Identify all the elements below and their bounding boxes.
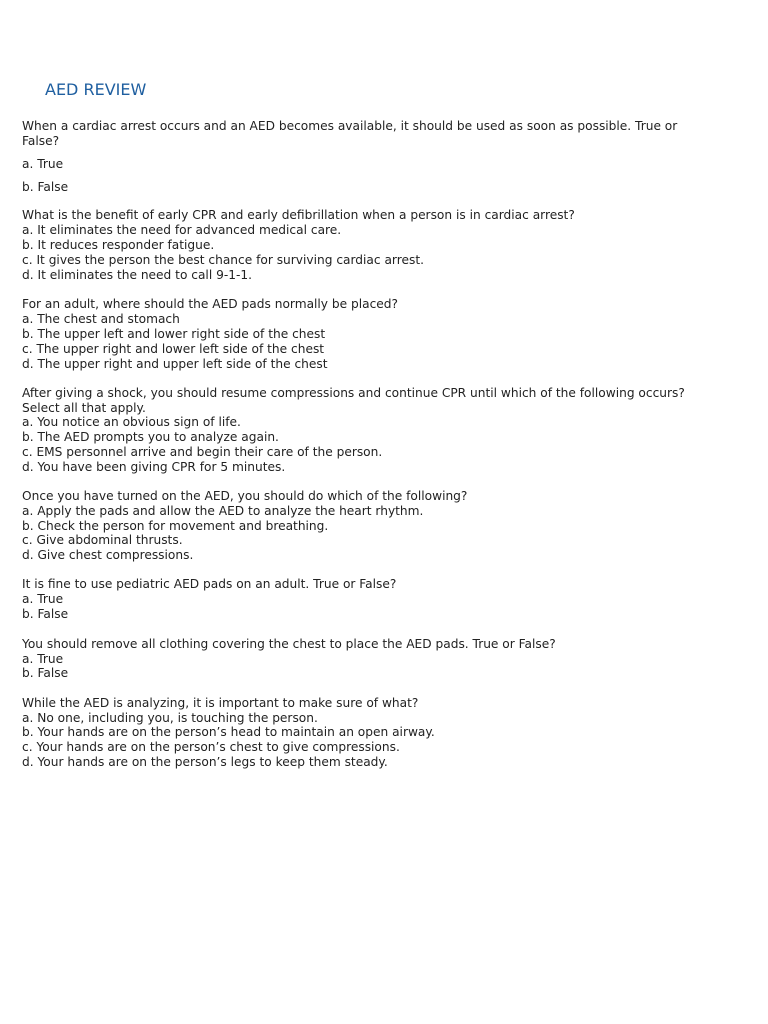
- question-4-option: c. EMS personnel arrive and begin their care of the person.: [22, 445, 383, 459]
- question-3-option: a. The chest and stomach: [22, 312, 180, 326]
- question-8-option: c. Your hands are on the person’s chest to give compressions.: [22, 740, 400, 754]
- question-5-option: d. Give chest compressions.: [22, 548, 194, 562]
- question-2-option: b. It reduces responder fatigue.: [22, 238, 215, 252]
- page-title: AED REVIEW: [45, 80, 147, 99]
- question-7-option: b. False: [22, 666, 69, 680]
- question-3-option: d. The upper right and upper left side of the chest: [22, 357, 328, 371]
- question-5-text: Once you have turned on the AED, you should do which of the following?: [22, 489, 468, 503]
- question-4-option: b. The AED prompts you to analyze again.: [22, 430, 279, 444]
- question-8-text: While the AED is analyzing, it is important to make sure of what?: [22, 696, 419, 710]
- question-2-option: a. It eliminates the need for advanced medical care.: [22, 223, 342, 237]
- question-4-text: After giving a shock, you should resume compressions and continue CPR until which of the following occurs?: [22, 386, 685, 400]
- question-1-option: a. True: [22, 157, 64, 171]
- question-2-option: c. It gives the person the best chance for surviving cardiac arrest.: [22, 253, 424, 267]
- question-6-text: It is fine to use pediatric AED pads on an adult. True or False?: [22, 577, 397, 591]
- question-4-text: Select all that apply.: [22, 401, 146, 415]
- question-4-option: d. You have been giving CPR for 5 minutes.: [22, 460, 286, 474]
- question-8-option: d. Your hands are on the person’s legs to keep them steady.: [22, 755, 388, 769]
- question-1-text: False?: [22, 134, 60, 148]
- question-1-option: b. False: [22, 180, 69, 194]
- question-4-option: a. You notice an obvious sign of life.: [22, 415, 241, 429]
- question-6-option: b. False: [22, 607, 69, 621]
- question-5-option: b. Check the person for movement and breathing.: [22, 519, 329, 533]
- question-3-option: b. The upper left and lower right side of the chest: [22, 327, 326, 341]
- question-2-option: d. It eliminates the need to call 9-1-1.: [22, 268, 253, 282]
- question-5-option: a. Apply the pads and allow the AED to analyze the heart rhythm.: [22, 504, 424, 518]
- question-6-option: a. True: [22, 592, 64, 606]
- question-7-text: You should remove all clothing covering the chest to place the AED pads. True or False?: [22, 637, 556, 651]
- question-8-option: b. Your hands are on the person’s head to maintain an open airway.: [22, 725, 435, 739]
- question-3-text: For an adult, where should the AED pads normally be placed?: [22, 297, 398, 311]
- question-3-option: c. The upper right and lower left side of the chest: [22, 342, 325, 356]
- question-8-option: a. No one, including you, is touching the person.: [22, 711, 318, 725]
- question-2-text: What is the benefit of early CPR and early defibrillation when a person is in cardiac arrest?: [22, 208, 575, 222]
- question-1-text: When a cardiac arrest occurs and an AED becomes available, it should be used as soon as possible. True or: [22, 119, 678, 133]
- question-5-option: c. Give abdominal thrusts.: [22, 533, 183, 547]
- question-7-option: a. True: [22, 652, 64, 666]
